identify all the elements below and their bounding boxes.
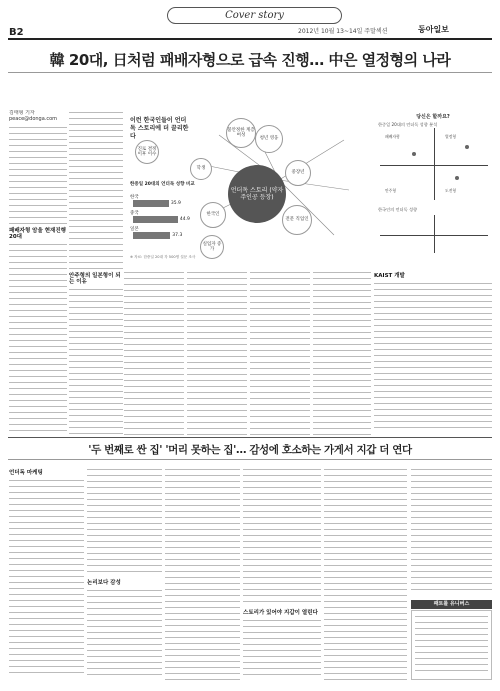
right-chart-subtitle2: 한국인의 언더독 성향: [378, 207, 418, 212]
bar-value: 35.9: [170, 201, 181, 206]
story2-col3: [165, 467, 240, 682]
story2-subhead2: 논리보다 감성: [87, 580, 121, 586]
story2-col5: [324, 467, 407, 682]
bar: [133, 216, 178, 223]
infographic-title: 이런 한국인들이 언더독 스토리에 더 끌리한다: [130, 117, 189, 140]
right-chart-title: 당신은 할까요?: [416, 114, 450, 120]
circle-3: 학생: [190, 158, 212, 180]
headline-rule: [8, 72, 492, 73]
story1-subhead1: 패배자형 암울 현재진행 20대: [9, 228, 66, 240]
bar-value: 44.9: [179, 217, 190, 222]
story2-headline: '두 번째로 싼 집' '머리 못하는 집'… 감성에 호소하는 가게서 지갑 더 연다: [88, 444, 412, 456]
circle-4: 한국인: [200, 202, 226, 228]
story2-col2: [87, 467, 162, 682]
bar-label: 일본: [130, 227, 139, 232]
circle-7: 전문 직업인: [282, 205, 312, 235]
bar: [133, 232, 170, 239]
circle-1: 진로 결정 이후 이수: [135, 140, 159, 164]
story1-byline: 김태형 기자 peace@donga.com: [9, 110, 58, 122]
section-rule-2: [8, 459, 492, 460]
story1-col3: [124, 270, 184, 435]
story2-subhead3: 스토리가 있어야 지갑이 열린다: [243, 610, 318, 616]
chart-dot-3: [465, 145, 469, 149]
story1-col5: [250, 270, 310, 435]
chart-dot-1: [412, 152, 416, 156]
story1-subhead2: 안주형의 일본형이 되는 이유: [69, 273, 121, 285]
circle-6: 중장년: [285, 160, 311, 186]
story2-subhead1: 언더독 마케팅: [9, 470, 43, 476]
quadrant-3: 안주형: [385, 188, 397, 193]
center-circle: 언더독 스토리 (약자 주인공 등장): [228, 165, 286, 223]
top-rule: [8, 38, 492, 40]
story1-col1: [9, 110, 67, 435]
right-subhead: KAIST 개발: [374, 273, 405, 279]
bar-label: 중국: [130, 211, 139, 216]
section-tag: Cover story: [167, 7, 342, 24]
bar-value: 37.3: [172, 233, 183, 238]
newspaper-logo: 동아일보: [418, 25, 449, 34]
quadrant-2: 패배자형: [385, 134, 400, 139]
story1-col2: [69, 110, 123, 435]
story2-col4: [243, 467, 321, 682]
story1-col4: [187, 270, 247, 435]
right-chart-subtitle1: 한중일 20대의 언더독 성향 분석: [378, 122, 438, 127]
page-number: B2: [9, 27, 24, 38]
top-bar: [0, 0, 500, 40]
quadrant-1: 열정형: [445, 134, 457, 139]
section-rule: [8, 437, 492, 438]
story1-col7: [374, 270, 492, 435]
story1-col6: [313, 270, 371, 435]
sidebar-title: 패트롤 유니버스: [411, 600, 492, 609]
circle-2: 불안정한 계층 여성: [226, 118, 256, 148]
circle-8: 실업자 증가: [200, 235, 224, 259]
chart-dot-2: [455, 176, 459, 180]
bars-title: 한중일 20대의 언더독 성향 비교: [130, 182, 195, 187]
story2-col1: [9, 467, 84, 682]
chart2-y-axis: [434, 215, 435, 253]
date-line: 2012년 10월 13~14일 주말섹션: [298, 28, 388, 35]
circle-5: 청년 영웅: [255, 125, 283, 153]
bar: [133, 200, 169, 207]
story2-col6: [411, 467, 492, 595]
sidebar-box: [411, 610, 492, 680]
quadrant-4: 도전형: [445, 188, 457, 193]
bar-label: 한국: [130, 195, 139, 200]
chart-y-axis: [434, 128, 435, 200]
story1-headline: 韓 20대, 日처럼 패배자형으로 급속 진행… 中은 열정형의 나라: [49, 51, 451, 69]
bars-note: ※ 자료: 한중일 20대 각 500명 설문 조사: [130, 255, 196, 259]
